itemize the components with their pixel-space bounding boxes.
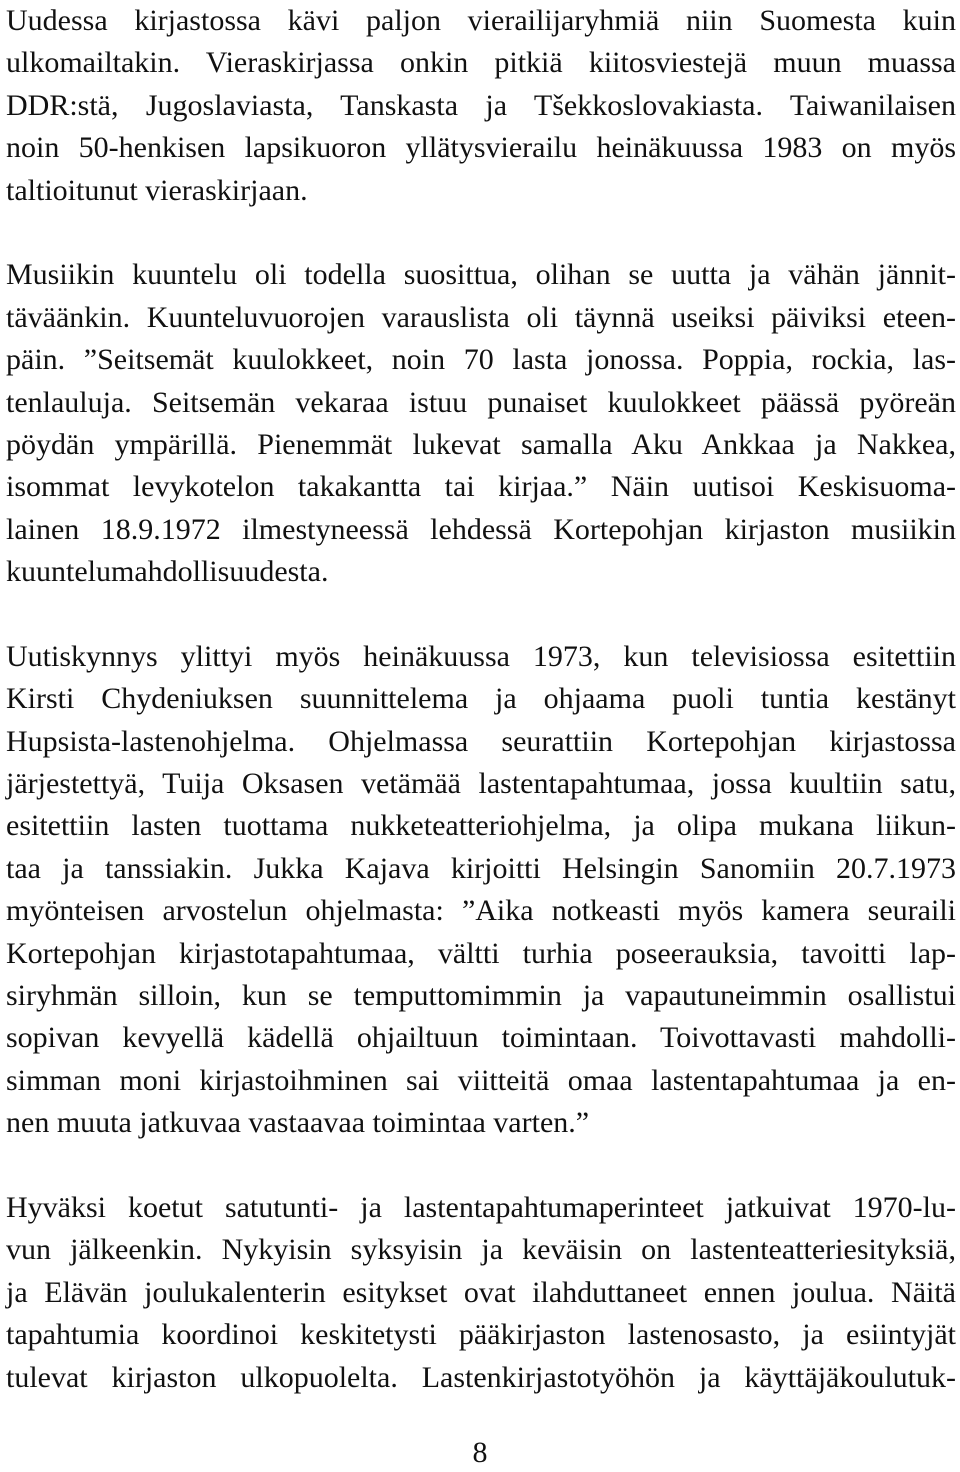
text-line: päin. ”Seitsemät kuulokkeet, noin 70 lasta jonossa. Poppia, rockia, las- — [6, 343, 956, 377]
paragraph-spacer — [6, 212, 956, 254]
text-line: Musiikin kuuntelu oli todella suosittua, olihan se uutta ja vähän jännit- — [6, 258, 956, 292]
paragraph-television — [6, 636, 956, 1145]
text-line: taa ja tanssiakin. Jukka Kajava kirjoitti Helsingin Sanomiin 20.7.1973 — [6, 851, 956, 885]
paragraph-traditions — [6, 1187, 956, 1399]
text-line: tulevat kirjaston ulkopuolelta. Lastenkirjastotyöhön ja käyttäjäkoulutuk- — [6, 1360, 956, 1394]
paragraph-spacer — [6, 1145, 956, 1187]
text-line: Hupsista-lastenohjelma. Ohjelmassa seurattiin Kortepohjan kirjastossa — [6, 724, 956, 758]
text-line: pöydän ympärillä. Pienemmät lukevat samalla Aku Ankkaa ja Nakkea, — [6, 427, 956, 461]
text-line: Hyväksi koetut satutunti- ja lastentapahtumaperinteet jatkuivat 1970-lu- — [6, 1190, 956, 1224]
text-line: täväänkin. Kuunteluvuorojen varauslista oli täynnä useiksi päiviksi eteen- — [6, 300, 956, 334]
text-line: Uudessa kirjastossa kävi paljon vierailijaryhmiä niin Suomesta kuin — [6, 4, 956, 37]
text-line: Kortepohjan kirjastotapahtumaa, vältti turhia poseerauksia, tavoitti lap- — [6, 936, 956, 970]
text-line: simman moni kirjastoihminen sai viitteitä omaa lastentapahtumaa ja en- — [6, 1063, 956, 1097]
text-line: DDR:stä, Jugoslaviasta, Tanskasta ja Tšekkoslovakiasta. Taiwanilaisen — [6, 88, 956, 122]
page-number: 8 — [472, 1436, 488, 1469]
text-line: lainen 18.9.1972 ilmestyneessä lehdessä Kortepohjan kirjaston musiikin — [6, 512, 956, 546]
text-line: isommat levykotelon takakantta tai kirjaa.” Näin uutisoi Keskisuoma- — [6, 470, 956, 504]
text-line: Uutiskynnys ylittyi myös heinäkuussa 1973, kun televisiossa esitettiin — [6, 639, 956, 673]
document-page — [6, 0, 956, 1399]
paragraph-spacer — [6, 593, 956, 635]
text-line: tapahtumia koordinoi keskitetysti pääkirjaston lastenosasto, ja esiintyjät — [6, 1318, 956, 1352]
text-line: vun jälkeenkin. Nykyisin syksyisin ja keväisin on lastenteatteriesityksiä, — [6, 1233, 956, 1267]
paragraph-music-listening — [6, 254, 956, 593]
text-line: kuuntelumahdollisuudesta. — [6, 555, 329, 589]
text-line: järjestettyä, Tuija Oksasen vetämää lastentapahtumaa, jossa kuultiin satu, — [6, 767, 956, 801]
text-line: myönteisen arvostelun ohjelmasta: ”Aika notkeasti myös kamera seuraili — [6, 894, 956, 928]
text-line: esitettiin lasten tuottama nukketeatteriohjelma, ja olipa mukana liikun- — [6, 809, 956, 843]
text-line: Kirsti Chydeniuksen suunnittelema ja ohjaama puoli tuntia kestänyt — [6, 682, 956, 716]
text-line: noin 50-henkisen lapsikuoron yllätysvierailu heinäkuussa 1983 on myös — [6, 131, 956, 165]
text-line: nen muuta jatkuvaa vastaavaa toimintaa varten.” — [6, 1106, 590, 1140]
paragraph-guestbook — [6, 0, 956, 212]
text-line: ulkomailtakin. Vieraskirjassa onkin pitkiä kiitosviestejä muun muassa — [6, 46, 956, 80]
text-line: ja Elävän joulukalenterin esitykset ovat ilahduttaneet ennen joulua. Näitä — [6, 1275, 956, 1309]
text-line: taltioitunut vieraskirjaan. — [6, 173, 308, 207]
text-line: tenlauluja. Seitsemän vekaraa istuu punaiset kuulokkeet päässä pyöreän — [6, 385, 956, 419]
text-line: siryhmän silloin, kun se temputtomimmin ja vapautuneimmin osallistui — [6, 978, 956, 1012]
text-line: sopivan kevyellä kädellä ohjailtuun toimintaan. Toivottavasti mahdolli- — [6, 1021, 956, 1055]
